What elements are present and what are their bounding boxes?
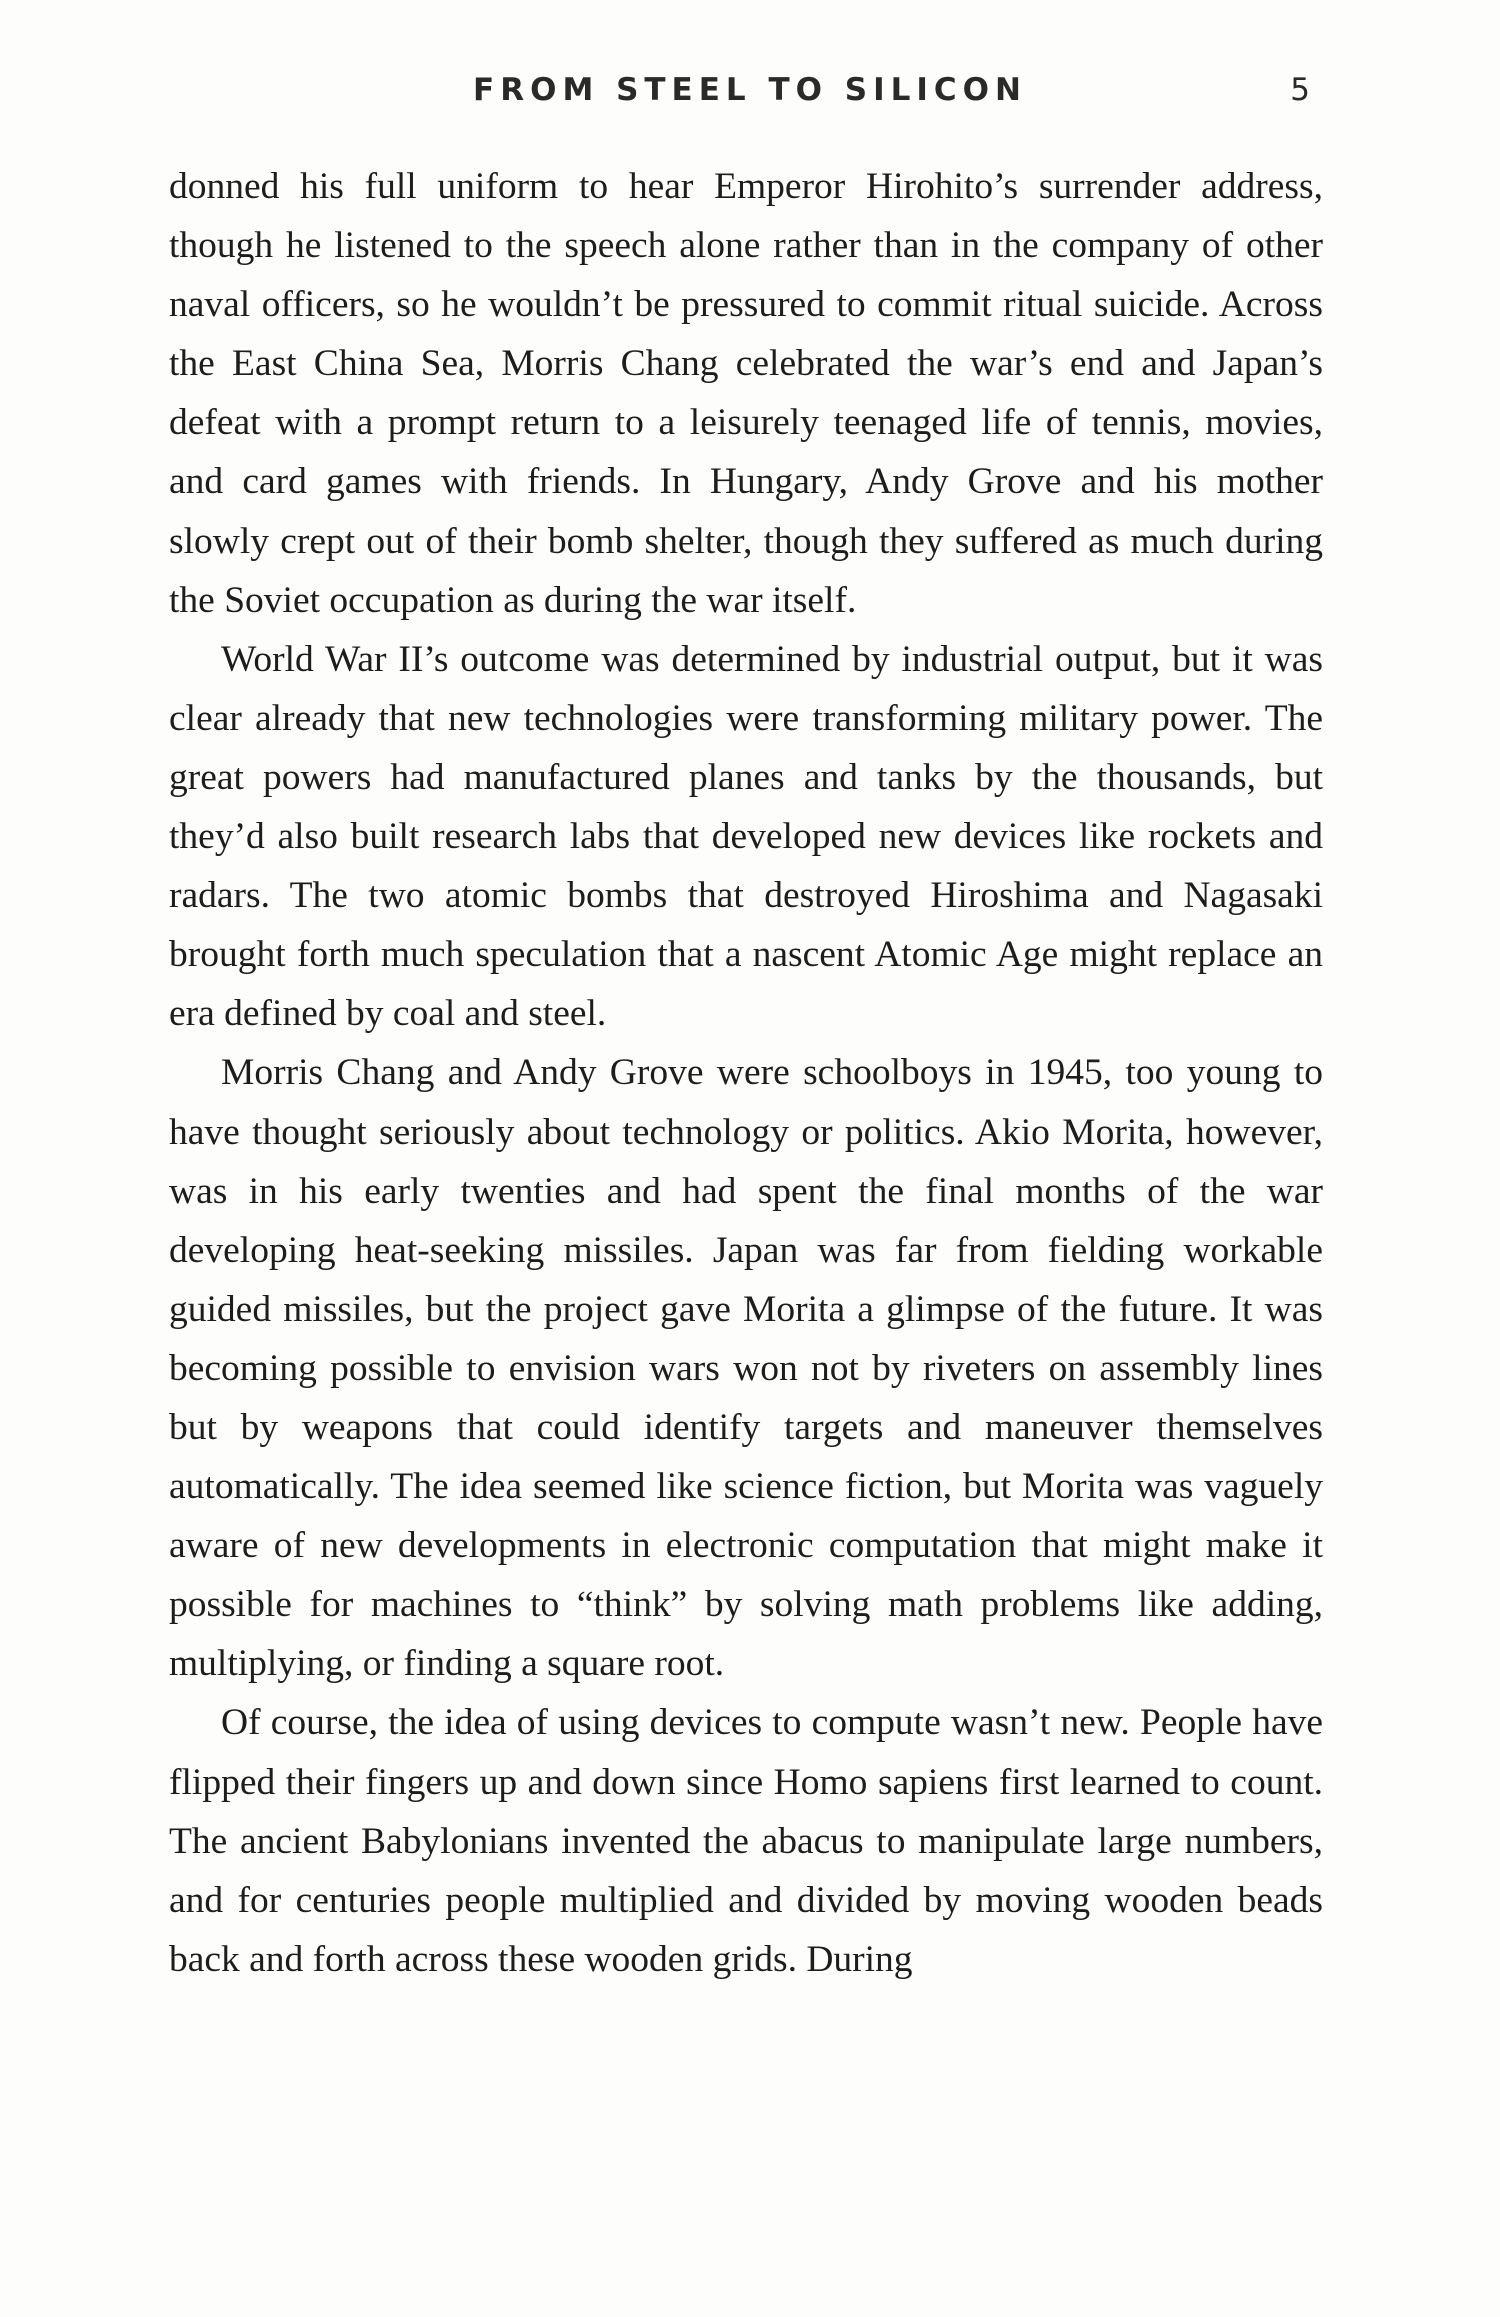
running-head [0, 72, 1500, 112]
running-title: FROM STEEL TO SILICON [473, 72, 1027, 108]
paragraph-1: donned his full uniform to hear Emperor Hirohito’s surrender address, though he listened to the speech alone rather than in the company of other naval officers, so he wouldn’t be pressured to commit ritual suicide. Across the East China Sea, Morris Chang celebrated the war’s end and Japan’s defeat with a prompt return to a leisurely teenaged life of tennis, movies, and card games with friends. In Hungary, Andy Grove and his mother slowly crept out of their bomb shelter, though they suffered as much during the Soviet occupation as during the war itself. [169, 166, 1323, 621]
body-text [169, 157, 1323, 1989]
page-number: 5 [1290, 72, 1310, 108]
paragraph-4: Of course, the idea of using devices to compute wasn’t new. People have flipped their fingers up and down since Homo sapiens first learned to count. The ancient Babylonians invented the abacus to manipulate large numbers, and for centuries people multiplied and divided by moving wooden beads back and forth across these wooden grids. During [169, 1702, 1323, 1980]
paragraph-3: Morris Chang and Andy Grove were schoolboys in 1945, too young to have thought seriously about technology or politics. Akio Morita, however, was in his early twenties and had spent the final months of the war developing heat-seeking missiles. Japan was far from fielding workable guided missiles, but the project gave Morita a glimpse of the future. It was becoming possible to envision wars won not by riveters on assembly lines but by weapons that could identify targets and maneuver themselves automatically. The idea seemed like science fiction, but Morita was vaguely aware of new developments in electronic computation that might make it possible for machines to “think” by solving math problems like adding, multiplying, or finding a square root. [169, 1052, 1323, 1685]
paragraph-2: World War II’s outcome was determined by industrial output, but it was clear already that new technologies were transforming military power. The great powers had manufactured planes and tanks by the thousands, but they’d also built research labs that developed new devices like rockets and radars. The two atomic bombs that destroyed Hiroshima and Nagasaki brought forth much speculation that a nascent Atomic Age might replace an era defined by coal and steel. [169, 638, 1323, 1035]
